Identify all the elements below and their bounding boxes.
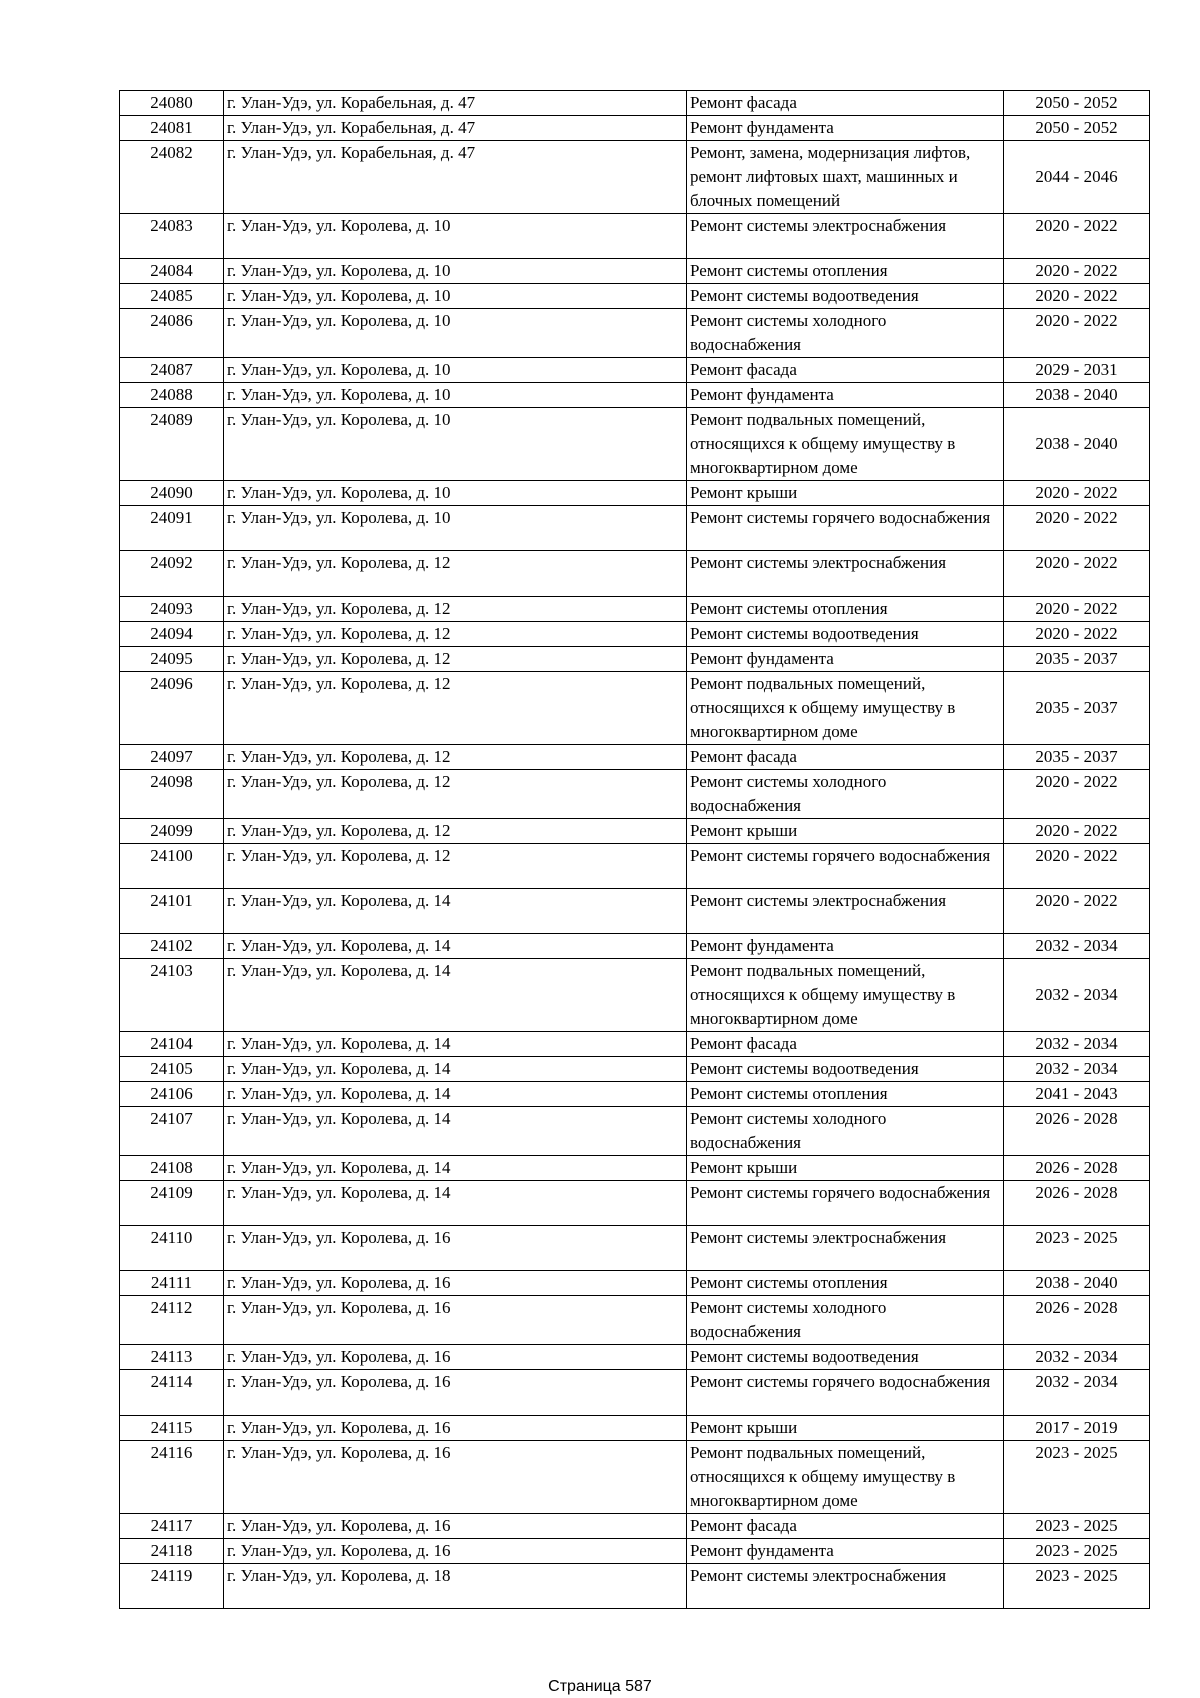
repair-schedule-table <box>119 90 1150 1609</box>
years-cell: 2023 - 2025 <box>1004 1538 1150 1563</box>
years-cell: 2023 - 2025 <box>1004 1440 1150 1513</box>
row-number-cell: 24112 <box>120 1296 224 1345</box>
table-row <box>120 671 1150 744</box>
row-number-cell: 24117 <box>120 1513 224 1538</box>
table-row <box>120 596 1150 621</box>
years-cell: 2020 - 2022 <box>1004 621 1150 646</box>
years-cell: 2032 - 2034 <box>1004 933 1150 958</box>
table-row <box>120 818 1150 843</box>
table-row <box>120 1180 1150 1225</box>
table-row <box>120 1513 1150 1538</box>
address-cell: г. Улан-Удэ, ул. Королева, д. 14 <box>224 933 687 958</box>
table-row <box>120 1081 1150 1106</box>
years-cell: 2020 - 2022 <box>1004 596 1150 621</box>
table-row <box>120 1345 1150 1370</box>
row-number-cell: 24091 <box>120 506 224 551</box>
years-cell: 2026 - 2028 <box>1004 1106 1150 1155</box>
years-cell: 2032 - 2034 <box>1004 1370 1150 1415</box>
row-number-cell: 24090 <box>120 481 224 506</box>
table-row <box>120 214 1150 259</box>
address-cell: г. Улан-Удэ, ул. Королева, д. 14 <box>224 1106 687 1155</box>
address-cell: г. Улан-Удэ, ул. Королева, д. 10 <box>224 284 687 309</box>
work-type-cell: Ремонт подвальных помещений, относящихся к общему имуществу в многоквартирном доме <box>687 1440 1004 1513</box>
work-type-cell: Ремонт системы горячего водоснабжения <box>687 843 1004 888</box>
years-cell: 2035 - 2037 <box>1004 671 1150 744</box>
work-type-cell: Ремонт системы горячего водоснабжения <box>687 1180 1004 1225</box>
years-cell: 2035 - 2037 <box>1004 646 1150 671</box>
table-row <box>120 843 1150 888</box>
work-type-cell: Ремонт системы холодного водоснабжения <box>687 309 1004 358</box>
work-type-cell: Ремонт крыши <box>687 818 1004 843</box>
years-cell: 2023 - 2025 <box>1004 1226 1150 1271</box>
years-cell: 2026 - 2028 <box>1004 1180 1150 1225</box>
table-row <box>120 1415 1150 1440</box>
years-cell: 2020 - 2022 <box>1004 284 1150 309</box>
address-cell: г. Улан-Удэ, ул. Королева, д. 10 <box>224 481 687 506</box>
years-cell: 2026 - 2028 <box>1004 1155 1150 1180</box>
address-cell: г. Улан-Удэ, ул. Королева, д. 10 <box>224 214 687 259</box>
table-row <box>120 1056 1150 1081</box>
table-row <box>120 408 1150 481</box>
table-row <box>120 646 1150 671</box>
row-number-cell: 24083 <box>120 214 224 259</box>
years-cell: 2020 - 2022 <box>1004 481 1150 506</box>
work-type-cell: Ремонт системы холодного водоснабжения <box>687 1296 1004 1345</box>
work-type-cell: Ремонт фасада <box>687 744 1004 769</box>
table-row <box>120 481 1150 506</box>
work-type-cell: Ремонт, замена, модернизация лифтов, ремонт лифтовых шахт, машинных и блочных помещений <box>687 141 1004 214</box>
row-number-cell: 24085 <box>120 284 224 309</box>
address-cell: г. Улан-Удэ, ул. Корабельная, д. 47 <box>224 141 687 214</box>
address-cell: г. Улан-Удэ, ул. Королева, д. 10 <box>224 358 687 383</box>
row-number-cell: 24101 <box>120 888 224 933</box>
row-number-cell: 24104 <box>120 1031 224 1056</box>
work-type-cell: Ремонт системы водоотведения <box>687 1056 1004 1081</box>
years-cell: 2038 - 2040 <box>1004 1271 1150 1296</box>
row-number-cell: 24098 <box>120 769 224 818</box>
table-row <box>120 888 1150 933</box>
years-cell: 2050 - 2052 <box>1004 91 1150 116</box>
address-cell: г. Улан-Удэ, ул. Королева, д. 12 <box>224 769 687 818</box>
work-type-cell: Ремонт фундамента <box>687 646 1004 671</box>
years-cell: 2041 - 2043 <box>1004 1081 1150 1106</box>
row-number-cell: 24105 <box>120 1056 224 1081</box>
address-cell: г. Улан-Удэ, ул. Королева, д. 12 <box>224 551 687 596</box>
table-row <box>120 383 1150 408</box>
address-cell: г. Улан-Удэ, ул. Королева, д. 14 <box>224 958 687 1031</box>
address-cell: г. Улан-Удэ, ул. Королева, д. 16 <box>224 1345 687 1370</box>
work-type-cell: Ремонт системы отопления <box>687 596 1004 621</box>
row-number-cell: 24095 <box>120 646 224 671</box>
table-row <box>120 284 1150 309</box>
years-cell: 2020 - 2022 <box>1004 551 1150 596</box>
table-row <box>120 1440 1150 1513</box>
years-cell: 2020 - 2022 <box>1004 769 1150 818</box>
address-cell: г. Улан-Удэ, ул. Королева, д. 14 <box>224 1031 687 1056</box>
table-row <box>120 958 1150 1031</box>
years-cell: 2032 - 2034 <box>1004 958 1150 1031</box>
row-number-cell: 24114 <box>120 1370 224 1415</box>
address-cell: г. Улан-Удэ, ул. Королева, д. 14 <box>224 1056 687 1081</box>
years-cell: 2038 - 2040 <box>1004 408 1150 481</box>
row-number-cell: 24119 <box>120 1563 224 1608</box>
row-number-cell: 24084 <box>120 259 224 284</box>
years-cell: 2032 - 2034 <box>1004 1031 1150 1056</box>
address-cell: г. Улан-Удэ, ул. Королева, д. 12 <box>224 818 687 843</box>
years-cell: 2017 - 2019 <box>1004 1415 1150 1440</box>
work-type-cell: Ремонт системы электроснабжения <box>687 888 1004 933</box>
work-type-cell: Ремонт системы отопления <box>687 1271 1004 1296</box>
address-cell: г. Улан-Удэ, ул. Королева, д. 14 <box>224 1155 687 1180</box>
work-type-cell: Ремонт системы отопления <box>687 259 1004 284</box>
table-row <box>120 309 1150 358</box>
table-body <box>120 91 1150 1609</box>
row-number-cell: 24081 <box>120 116 224 141</box>
address-cell: г. Улан-Удэ, ул. Королева, д. 16 <box>224 1513 687 1538</box>
address-cell: г. Улан-Удэ, ул. Королева, д. 12 <box>224 744 687 769</box>
row-number-cell: 24086 <box>120 309 224 358</box>
row-number-cell: 24097 <box>120 744 224 769</box>
row-number-cell: 24080 <box>120 91 224 116</box>
table-row <box>120 1106 1150 1155</box>
years-cell: 2020 - 2022 <box>1004 818 1150 843</box>
address-cell: г. Улан-Удэ, ул. Корабельная, д. 47 <box>224 116 687 141</box>
work-type-cell: Ремонт системы водоотведения <box>687 284 1004 309</box>
years-cell: 2020 - 2022 <box>1004 259 1150 284</box>
address-cell: г. Улан-Удэ, ул. Королева, д. 12 <box>224 596 687 621</box>
row-number-cell: 24106 <box>120 1081 224 1106</box>
address-cell: г. Улан-Удэ, ул. Королева, д. 10 <box>224 408 687 481</box>
work-type-cell: Ремонт системы водоотведения <box>687 1345 1004 1370</box>
address-cell: г. Улан-Удэ, ул. Королева, д. 14 <box>224 1180 687 1225</box>
work-type-cell: Ремонт подвальных помещений, относящихся к общему имуществу в многоквартирном доме <box>687 958 1004 1031</box>
work-type-cell: Ремонт фасада <box>687 1513 1004 1538</box>
address-cell: г. Улан-Удэ, ул. Королева, д. 12 <box>224 671 687 744</box>
row-number-cell: 24103 <box>120 958 224 1031</box>
years-cell: 2023 - 2025 <box>1004 1513 1150 1538</box>
table-row <box>120 1563 1150 1608</box>
table-row <box>120 1271 1150 1296</box>
work-type-cell: Ремонт системы отопления <box>687 1081 1004 1106</box>
table-row <box>120 621 1150 646</box>
address-cell: г. Улан-Удэ, ул. Королева, д. 16 <box>224 1296 687 1345</box>
years-cell: 2032 - 2034 <box>1004 1056 1150 1081</box>
table-row <box>120 116 1150 141</box>
row-number-cell: 24107 <box>120 1106 224 1155</box>
work-type-cell: Ремонт системы горячего водоснабжения <box>687 506 1004 551</box>
work-type-cell: Ремонт системы электроснабжения <box>687 1226 1004 1271</box>
row-number-cell: 24113 <box>120 1345 224 1370</box>
years-cell: 2032 - 2034 <box>1004 1345 1150 1370</box>
address-cell: г. Улан-Удэ, ул. Королева, д. 16 <box>224 1226 687 1271</box>
years-cell: 2035 - 2037 <box>1004 744 1150 769</box>
address-cell: г. Улан-Удэ, ул. Королева, д. 10 <box>224 383 687 408</box>
table-row <box>120 506 1150 551</box>
work-type-cell: Ремонт подвальных помещений, относящихся к общему имуществу в многоквартирном доме <box>687 408 1004 481</box>
address-cell: г. Улан-Удэ, ул. Королева, д. 16 <box>224 1415 687 1440</box>
work-type-cell: Ремонт системы горячего водоснабжения <box>687 1370 1004 1415</box>
row-number-cell: 24082 <box>120 141 224 214</box>
row-number-cell: 24118 <box>120 1538 224 1563</box>
years-cell: 2020 - 2022 <box>1004 214 1150 259</box>
table-row <box>120 91 1150 116</box>
table-row <box>120 141 1150 214</box>
row-number-cell: 24116 <box>120 1440 224 1513</box>
work-type-cell: Ремонт фундамента <box>687 383 1004 408</box>
work-type-cell: Ремонт системы холодного водоснабжения <box>687 769 1004 818</box>
years-cell: 2020 - 2022 <box>1004 888 1150 933</box>
address-cell: г. Улан-Удэ, ул. Королева, д. 14 <box>224 888 687 933</box>
work-type-cell: Ремонт системы холодного водоснабжения <box>687 1106 1004 1155</box>
table-row <box>120 1538 1150 1563</box>
work-type-cell: Ремонт системы электроснабжения <box>687 1563 1004 1608</box>
work-type-cell: Ремонт подвальных помещений, относящихся к общему имуществу в многоквартирном доме <box>687 671 1004 744</box>
address-cell: г. Улан-Удэ, ул. Королева, д. 16 <box>224 1538 687 1563</box>
row-number-cell: 24110 <box>120 1226 224 1271</box>
row-number-cell: 24100 <box>120 843 224 888</box>
years-cell: 2020 - 2022 <box>1004 309 1150 358</box>
years-cell: 2038 - 2040 <box>1004 383 1150 408</box>
row-number-cell: 24102 <box>120 933 224 958</box>
address-cell: г. Улан-Удэ, ул. Корабельная, д. 47 <box>224 91 687 116</box>
table-row <box>120 1226 1150 1271</box>
table-row <box>120 1370 1150 1415</box>
address-cell: г. Улан-Удэ, ул. Королева, д. 12 <box>224 843 687 888</box>
years-cell: 2026 - 2028 <box>1004 1296 1150 1345</box>
row-number-cell: 24089 <box>120 408 224 481</box>
row-number-cell: 24094 <box>120 621 224 646</box>
row-number-cell: 24087 <box>120 358 224 383</box>
work-type-cell: Ремонт фундамента <box>687 933 1004 958</box>
work-type-cell: Ремонт фундамента <box>687 116 1004 141</box>
table-row <box>120 1031 1150 1056</box>
table-row <box>120 1155 1150 1180</box>
document-page <box>119 90 1149 1609</box>
address-cell: г. Улан-Удэ, ул. Королева, д. 16 <box>224 1440 687 1513</box>
row-number-cell: 24115 <box>120 1415 224 1440</box>
row-number-cell: 24111 <box>120 1271 224 1296</box>
table-row <box>120 259 1150 284</box>
work-type-cell: Ремонт системы водоотведения <box>687 621 1004 646</box>
address-cell: г. Улан-Удэ, ул. Королева, д. 10 <box>224 259 687 284</box>
row-number-cell: 24096 <box>120 671 224 744</box>
work-type-cell: Ремонт крыши <box>687 1155 1004 1180</box>
years-cell: 2023 - 2025 <box>1004 1563 1150 1608</box>
table-row <box>120 769 1150 818</box>
work-type-cell: Ремонт фундамента <box>687 1538 1004 1563</box>
row-number-cell: 24088 <box>120 383 224 408</box>
years-cell: 2050 - 2052 <box>1004 116 1150 141</box>
table-row <box>120 933 1150 958</box>
work-type-cell: Ремонт крыши <box>687 1415 1004 1440</box>
years-cell: 2029 - 2031 <box>1004 358 1150 383</box>
row-number-cell: 24099 <box>120 818 224 843</box>
row-number-cell: 24109 <box>120 1180 224 1225</box>
work-type-cell: Ремонт крыши <box>687 481 1004 506</box>
row-number-cell: 24108 <box>120 1155 224 1180</box>
work-type-cell: Ремонт фасада <box>687 1031 1004 1056</box>
address-cell: г. Улан-Удэ, ул. Королева, д. 10 <box>224 506 687 551</box>
years-cell: 2020 - 2022 <box>1004 506 1150 551</box>
years-cell: 2020 - 2022 <box>1004 843 1150 888</box>
address-cell: г. Улан-Удэ, ул. Королева, д. 14 <box>224 1081 687 1106</box>
address-cell: г. Улан-Удэ, ул. Королева, д. 12 <box>224 621 687 646</box>
page-number: Страница 587 <box>548 1678 652 1695</box>
work-type-cell: Ремонт системы электроснабжения <box>687 214 1004 259</box>
table-row <box>120 744 1150 769</box>
work-type-cell: Ремонт фасада <box>687 91 1004 116</box>
work-type-cell: Ремонт системы электроснабжения <box>687 551 1004 596</box>
row-number-cell: 24092 <box>120 551 224 596</box>
table-row <box>120 358 1150 383</box>
table-row <box>120 551 1150 596</box>
address-cell: г. Улан-Удэ, ул. Королева, д. 12 <box>224 646 687 671</box>
work-type-cell: Ремонт фасада <box>687 358 1004 383</box>
address-cell: г. Улан-Удэ, ул. Королева, д. 18 <box>224 1563 687 1608</box>
address-cell: г. Улан-Удэ, ул. Королева, д. 10 <box>224 309 687 358</box>
table-row <box>120 1296 1150 1345</box>
years-cell: 2044 - 2046 <box>1004 141 1150 214</box>
address-cell: г. Улан-Удэ, ул. Королева, д. 16 <box>224 1271 687 1296</box>
address-cell: г. Улан-Удэ, ул. Королева, д. 16 <box>224 1370 687 1415</box>
row-number-cell: 24093 <box>120 596 224 621</box>
